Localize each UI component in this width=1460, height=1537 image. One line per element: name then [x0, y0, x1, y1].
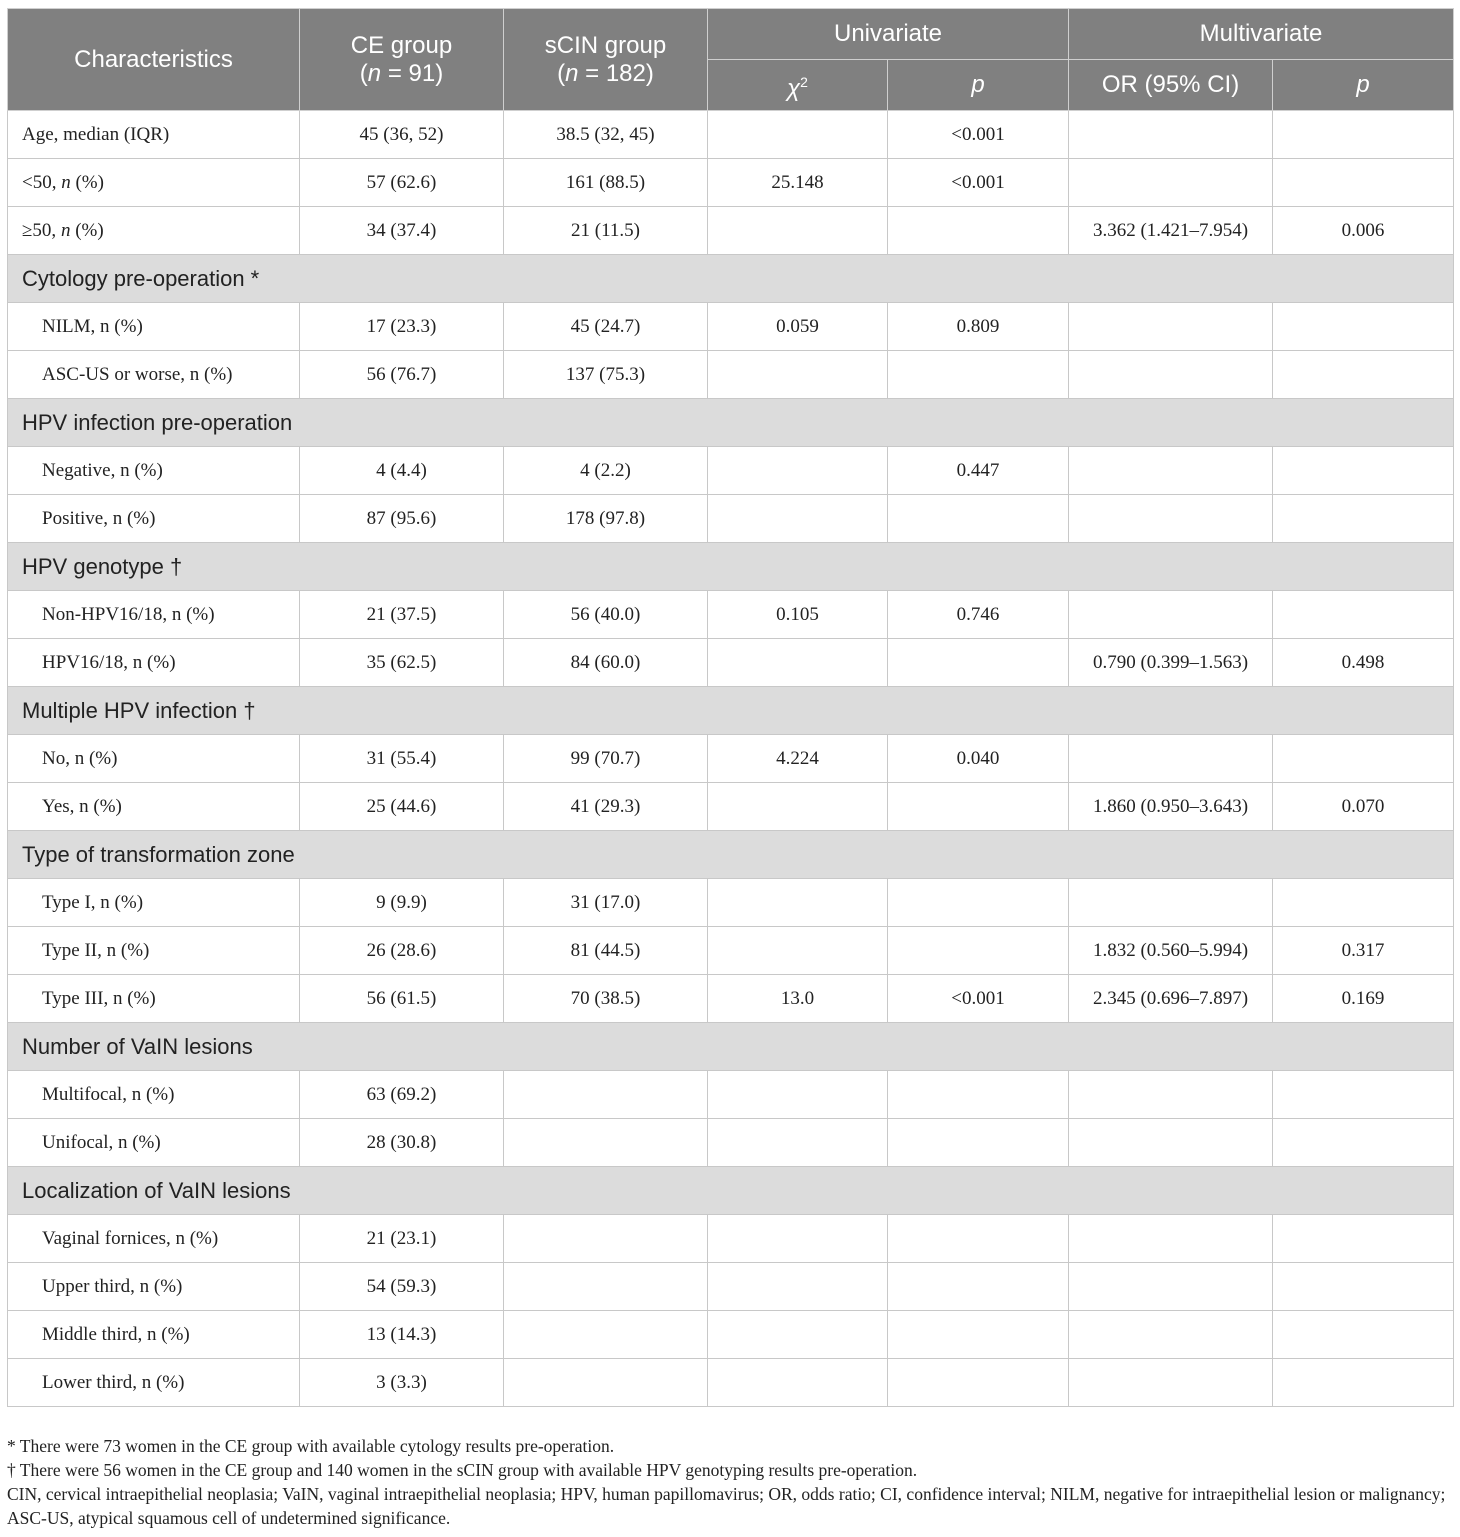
row-label: HPV16/18, n (%)	[8, 639, 300, 687]
ce-group-cell: 26 (28.6)	[300, 927, 504, 975]
p-univariate-cell	[888, 639, 1069, 687]
ce-group-cell: 28 (30.8)	[300, 1119, 504, 1167]
or-ci-cell	[1069, 1119, 1273, 1167]
header-scin-group-count: (n = 182)	[557, 59, 654, 87]
row-label: Lower third, n (%)	[8, 1359, 300, 1407]
p-multivariate-cell	[1273, 111, 1454, 159]
ce-group-cell: 56 (61.5)	[300, 975, 504, 1023]
ce-group-cell: 4 (4.4)	[300, 447, 504, 495]
table-row	[8, 495, 1454, 543]
p-multivariate-cell: 0.498	[1273, 639, 1454, 687]
header-ce-group-title: CE group	[350, 31, 453, 59]
or-ci-cell	[1069, 1215, 1273, 1263]
p-multivariate-cell: 0.006	[1273, 207, 1454, 255]
chi-square-cell	[708, 351, 888, 399]
chi-square-cell	[708, 1263, 888, 1311]
row-label: Middle third, n (%)	[8, 1311, 300, 1359]
p-univariate-cell	[888, 879, 1069, 927]
table-row	[8, 879, 1454, 927]
table-row	[8, 1359, 1454, 1407]
row-label: Age, median (IQR)	[8, 111, 300, 159]
section-row	[8, 1023, 1454, 1071]
or-ci-cell: 3.362 (1.421–7.954)	[1069, 207, 1273, 255]
or-ci-cell	[1069, 735, 1273, 783]
p-multivariate-cell	[1273, 1071, 1454, 1119]
p-univariate-cell: <0.001	[888, 975, 1069, 1023]
chi-square-cell	[708, 1071, 888, 1119]
row-label: Multifocal, n (%)	[8, 1071, 300, 1119]
header-p-univariate: p	[888, 60, 1069, 111]
header-or-ci: OR (95% CI)	[1069, 60, 1273, 111]
section-label: HPV infection pre-operation	[8, 399, 1454, 447]
chi-square-cell	[708, 111, 888, 159]
scin-group-cell	[504, 1215, 708, 1263]
section-label: Cytology pre-operation *	[8, 255, 1454, 303]
ce-group-cell: 63 (69.2)	[300, 1071, 504, 1119]
table-header	[8, 9, 1454, 111]
section-label: HPV genotype †	[8, 543, 1454, 591]
header-chi-square: $\chi^2$	[708, 60, 888, 111]
row-label: Type II, n (%)	[8, 927, 300, 975]
p-univariate-cell: 0.746	[888, 591, 1069, 639]
chi-square-cell	[708, 207, 888, 255]
table-row	[8, 303, 1454, 351]
or-ci-cell	[1069, 1263, 1273, 1311]
table-row	[8, 1071, 1454, 1119]
or-ci-cell	[1069, 1071, 1273, 1119]
or-ci-cell	[1069, 1359, 1273, 1407]
section-label: Type of transformation zone	[8, 831, 1454, 879]
ce-group-cell: 87 (95.6)	[300, 495, 504, 543]
p-multivariate-cell	[1273, 1215, 1454, 1263]
or-ci-cell	[1069, 495, 1273, 543]
section-row	[8, 399, 1454, 447]
chi-square-cell: 13.0	[708, 975, 888, 1023]
footnotes	[7, 1434, 1453, 1530]
header-scin-group	[504, 9, 708, 111]
row-label: Non-HPV16/18, n (%)	[8, 591, 300, 639]
chi-square-cell	[708, 1215, 888, 1263]
footnote-cytology: * There were 73 women in the CE group with available cytology results pre-operation.	[7, 1436, 615, 1456]
scin-group-cell: 137 (75.3)	[504, 351, 708, 399]
ce-group-cell: 17 (23.3)	[300, 303, 504, 351]
table-row	[8, 639, 1454, 687]
chi-square-cell	[708, 447, 888, 495]
table-row	[8, 447, 1454, 495]
p-multivariate-cell: 0.070	[1273, 783, 1454, 831]
row-label: Type III, n (%)	[8, 975, 300, 1023]
or-ci-cell	[1069, 1311, 1273, 1359]
row-label: Upper third, n (%)	[8, 1263, 300, 1311]
scin-group-cell: 178 (97.8)	[504, 495, 708, 543]
ce-group-cell: 45 (36, 52)	[300, 111, 504, 159]
table-body	[8, 111, 1454, 1407]
section-row	[8, 543, 1454, 591]
or-ci-cell: 2.345 (0.696–7.897)	[1069, 975, 1273, 1023]
p-univariate-cell	[888, 783, 1069, 831]
header-ce-group-count: (n = 91)	[359, 59, 444, 87]
p-multivariate-cell	[1273, 879, 1454, 927]
row-label: ≥50, n (%)	[8, 207, 300, 255]
section-row	[8, 687, 1454, 735]
row-label: Yes, n (%)	[8, 783, 300, 831]
p-univariate-cell	[888, 1215, 1069, 1263]
chi-square-cell	[708, 1119, 888, 1167]
p-univariate-cell: 0.809	[888, 303, 1069, 351]
or-ci-cell: 0.790 (0.399–1.563)	[1069, 639, 1273, 687]
ce-group-cell: 57 (62.6)	[300, 159, 504, 207]
row-label: Unifocal, n (%)	[8, 1119, 300, 1167]
table-row	[8, 111, 1454, 159]
ce-group-cell: 25 (44.6)	[300, 783, 504, 831]
header-p-multivariate: p	[1273, 60, 1454, 111]
p-multivariate-cell	[1273, 447, 1454, 495]
or-ci-cell	[1069, 303, 1273, 351]
chi-square-cell	[708, 1359, 888, 1407]
ce-group-cell: 31 (55.4)	[300, 735, 504, 783]
results-table-container	[7, 8, 1453, 1407]
p-multivariate-cell	[1273, 735, 1454, 783]
p-multivariate-cell	[1273, 1119, 1454, 1167]
or-ci-cell	[1069, 159, 1273, 207]
section-label: Number of VaIN lesions	[8, 1023, 1454, 1071]
table-row	[8, 1215, 1454, 1263]
p-multivariate-cell	[1273, 1263, 1454, 1311]
section-label: Multiple HPV infection †	[8, 687, 1454, 735]
table-row	[8, 927, 1454, 975]
section-row	[8, 255, 1454, 303]
chi-square-cell	[708, 639, 888, 687]
scin-group-cell: 99 (70.7)	[504, 735, 708, 783]
row-label: Negative, n (%)	[8, 447, 300, 495]
p-multivariate-cell	[1273, 351, 1454, 399]
scin-group-cell: 84 (60.0)	[504, 639, 708, 687]
row-label: NILM, n (%)	[8, 303, 300, 351]
scin-group-cell	[504, 1263, 708, 1311]
or-ci-cell	[1069, 879, 1273, 927]
scin-group-cell	[504, 1119, 708, 1167]
table-row	[8, 351, 1454, 399]
p-univariate-cell	[888, 1071, 1069, 1119]
or-ci-cell	[1069, 591, 1273, 639]
ce-group-cell: 21 (23.1)	[300, 1215, 504, 1263]
chi-square-cell: 25.148	[708, 159, 888, 207]
header-scin-group-title: sCIN group	[544, 31, 667, 59]
table-row	[8, 159, 1454, 207]
scin-group-cell: 31 (17.0)	[504, 879, 708, 927]
scin-group-cell	[504, 1311, 708, 1359]
p-multivariate-cell	[1273, 303, 1454, 351]
table-row	[8, 975, 1454, 1023]
row-label: No, n (%)	[8, 735, 300, 783]
chi-square-cell: 4.224	[708, 735, 888, 783]
p-univariate-cell: 0.040	[888, 735, 1069, 783]
header-multivariate: Multivariate	[1069, 9, 1454, 60]
scin-group-cell: 56 (40.0)	[504, 591, 708, 639]
scin-group-cell: 45 (24.7)	[504, 303, 708, 351]
p-multivariate-cell	[1273, 1311, 1454, 1359]
row-label: Type I, n (%)	[8, 879, 300, 927]
p-univariate-cell: <0.001	[888, 111, 1069, 159]
p-univariate-cell	[888, 495, 1069, 543]
ce-group-cell: 3 (3.3)	[300, 1359, 504, 1407]
row-label: Vaginal fornices, n (%)	[8, 1215, 300, 1263]
table-row	[8, 1119, 1454, 1167]
ce-group-cell: 35 (62.5)	[300, 639, 504, 687]
row-label: <50, n (%)	[8, 159, 300, 207]
results-table	[7, 8, 1454, 1407]
ce-group-cell: 34 (37.4)	[300, 207, 504, 255]
footnote-hpv-genotyping: † There were 56 women in the CE group and 140 women in the sCIN group with available HPV genotyping results pre-operation.	[7, 1460, 918, 1480]
footnote-abbreviations: CIN, cervical intraepithelial neoplasia; VaIN, vaginal intraepithelial neoplasia; HPV, human papillomavirus; OR, odds ratio; CI, confidence interval; NILM, negative for intraepithelial lesion or malignancy; ASC-US, atypical squamous cell of undetermined significance.	[7, 1484, 1446, 1528]
scin-group-cell: 38.5 (32, 45)	[504, 111, 708, 159]
p-univariate-cell: <0.001	[888, 159, 1069, 207]
p-multivariate-cell: 0.169	[1273, 975, 1454, 1023]
p-univariate-cell	[888, 1119, 1069, 1167]
ce-group-cell: 56 (76.7)	[300, 351, 504, 399]
table-row	[8, 207, 1454, 255]
chi-square-cell	[708, 1311, 888, 1359]
p-univariate-cell	[888, 207, 1069, 255]
ce-group-cell: 21 (37.5)	[300, 591, 504, 639]
or-ci-cell: 1.832 (0.560–5.994)	[1069, 927, 1273, 975]
p-multivariate-cell	[1273, 1359, 1454, 1407]
chi-square-cell	[708, 879, 888, 927]
header-univariate: Univariate	[708, 9, 1069, 60]
scin-group-cell: 70 (38.5)	[504, 975, 708, 1023]
or-ci-cell: 1.860 (0.950–3.643)	[1069, 783, 1273, 831]
p-multivariate-cell: 0.317	[1273, 927, 1454, 975]
table-row	[8, 1311, 1454, 1359]
p-univariate-cell	[888, 1311, 1069, 1359]
header-ce-group	[300, 9, 504, 111]
scin-group-cell	[504, 1359, 708, 1407]
or-ci-cell	[1069, 111, 1273, 159]
p-multivariate-cell	[1273, 591, 1454, 639]
chi-square-cell	[708, 495, 888, 543]
p-univariate-cell	[888, 1263, 1069, 1311]
chi-square-cell: 0.105	[708, 591, 888, 639]
table-row	[8, 735, 1454, 783]
row-label: ASC-US or worse, n (%)	[8, 351, 300, 399]
p-univariate-cell	[888, 1359, 1069, 1407]
p-univariate-cell: 0.447	[888, 447, 1069, 495]
scin-group-cell: 21 (11.5)	[504, 207, 708, 255]
table-row	[8, 783, 1454, 831]
chi-square-cell	[708, 927, 888, 975]
or-ci-cell	[1069, 447, 1273, 495]
p-multivariate-cell	[1273, 495, 1454, 543]
scin-group-cell: 161 (88.5)	[504, 159, 708, 207]
chi-square-cell: 0.059	[708, 303, 888, 351]
header-characteristics: Characteristics	[8, 9, 300, 111]
scin-group-cell: 41 (29.3)	[504, 783, 708, 831]
section-row	[8, 831, 1454, 879]
ce-group-cell: 13 (14.3)	[300, 1311, 504, 1359]
scin-group-cell	[504, 1071, 708, 1119]
row-label: Positive, n (%)	[8, 495, 300, 543]
ce-group-cell: 54 (59.3)	[300, 1263, 504, 1311]
scin-group-cell: 81 (44.5)	[504, 927, 708, 975]
section-row	[8, 1167, 1454, 1215]
chi-square-cell	[708, 783, 888, 831]
table-row	[8, 591, 1454, 639]
or-ci-cell	[1069, 351, 1273, 399]
table-row	[8, 1263, 1454, 1311]
ce-group-cell: 9 (9.9)	[300, 879, 504, 927]
p-univariate-cell	[888, 351, 1069, 399]
section-label: Localization of VaIN lesions	[8, 1167, 1454, 1215]
p-multivariate-cell	[1273, 159, 1454, 207]
p-univariate-cell	[888, 927, 1069, 975]
scin-group-cell: 4 (2.2)	[504, 447, 708, 495]
